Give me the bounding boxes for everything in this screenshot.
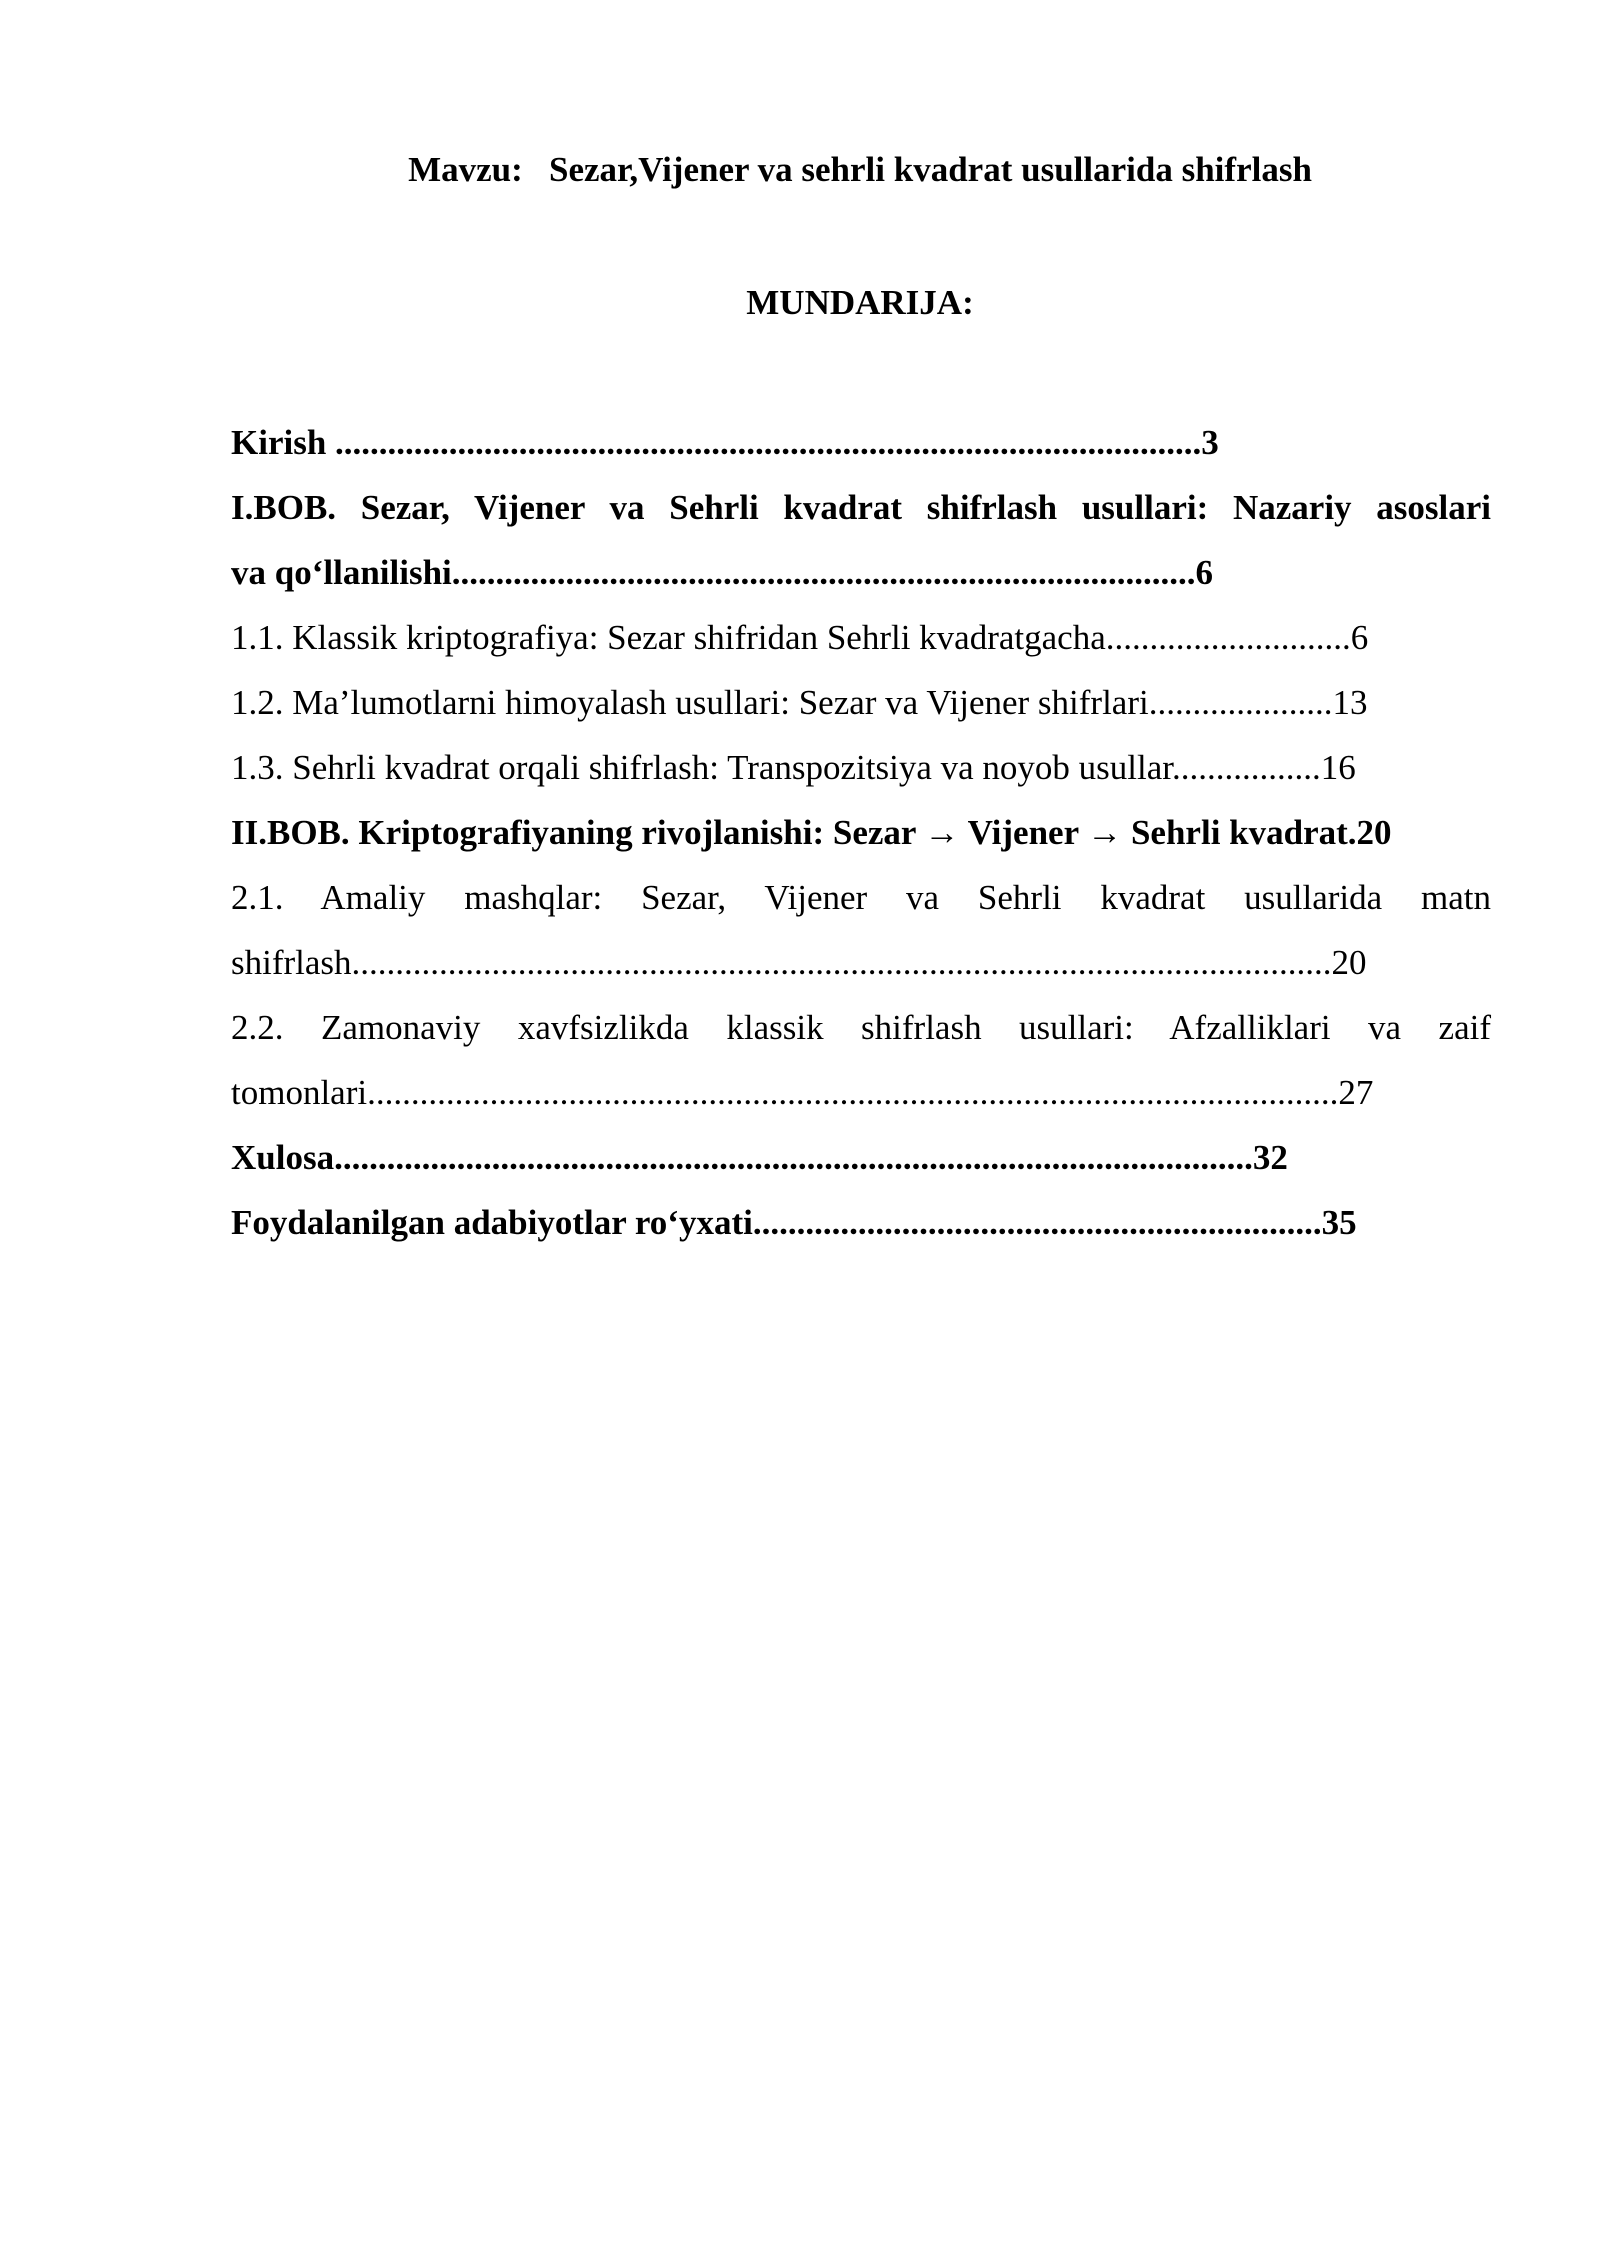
toc-entry-text: Kirish: [231, 423, 336, 462]
toc-entry-page: 27: [1338, 1073, 1374, 1112]
toc-entry-xulosa[interactable]: [231, 1125, 1491, 1190]
toc-entry-page: 16: [1320, 748, 1356, 787]
toc-entry-page: 6: [1350, 618, 1369, 657]
toc-entry-1-3[interactable]: [231, 735, 1491, 800]
toc-entry-leader: ...................................................................................................: [335, 423, 1202, 462]
toc-entry-text: II.BOB. Kriptografiyaning rivojlanishi: Sezar → Vijener → Sehrli kvadrat.: [231, 813, 1357, 852]
toc-entry-text: 2.1. Amaliy mashqlar: Sezar, Vijener va Sehrli kvadrat usullarida matn: [231, 878, 1491, 917]
toc-entry-leader: ...............................................................................................................: [367, 1073, 1339, 1112]
toc-entry-leader: .....................: [1148, 683, 1333, 722]
toc-entry-leader: .........................................................................................................: [334, 1138, 1253, 1177]
toc-entry-text: shifrlash: [231, 943, 352, 982]
toc-entry-2-2[interactable]: [231, 995, 1491, 1060]
toc-entry-page: 32: [1252, 1138, 1288, 1177]
toc-entry-2-1[interactable]: [231, 865, 1491, 930]
toc-entry-2-2-cont[interactable]: [231, 1060, 1491, 1125]
toc-entry-chapter-1[interactable]: [231, 475, 1491, 540]
table-of-contents: [231, 410, 1491, 1255]
toc-entry-page: 13: [1332, 683, 1368, 722]
toc-entry-text: 1.3. Sehrli kvadrat orqali shifrlash: Transpozitsiya va noyob usullar: [231, 748, 1173, 787]
toc-entry-2-1-cont[interactable]: [231, 930, 1491, 995]
toc-entry-leader: ................................................................................................................: [351, 943, 1332, 982]
toc-entry-text: 2.2. Zamonaviy xavfsizlikda klassik shifrlash usullari: Afzalliklari va zaif: [231, 1008, 1491, 1047]
toc-entry-1-1[interactable]: [231, 605, 1491, 670]
toc-entry-1-2[interactable]: [231, 670, 1491, 735]
toc-entry-text: va qo‘llanilishi: [231, 553, 452, 592]
toc-entry-references[interactable]: [231, 1190, 1491, 1255]
toc-entry-page: 6: [1195, 553, 1214, 592]
toc-entry-page: 20: [1331, 943, 1367, 982]
toc-entry-text: 1.2. Ma’lumotlarni himoyalash usullari: Sezar va Vijener shifrlari: [231, 683, 1149, 722]
toc-entry-text: tomonlari: [231, 1073, 368, 1112]
toc-entry-leader: .....................................................................................: [451, 553, 1196, 592]
contents-heading: MUNDARIJA:: [746, 283, 974, 322]
toc-entry-text: I.BOB. Sezar, Vijener va Sehrli kvadrat shifrlash usullari: Nazariy asoslari: [231, 488, 1491, 527]
toc-entry-text: 1.1. Klassik kriptografiya: Sezar shifridan Sehrli kvadratgacha: [231, 618, 1106, 657]
toc-entry-chapter-2[interactable]: [231, 800, 1491, 865]
toc-entry-page: 3: [1201, 423, 1219, 462]
toc-entry-kirish[interactable]: [231, 410, 1491, 475]
document-topic: Mavzu: Sezar,Vijener va sehrli kvadrat usullarida shifrlash: [408, 150, 1312, 189]
toc-entry-leader: ............................: [1105, 618, 1351, 657]
toc-entry-page: 20: [1356, 813, 1392, 852]
toc-entry-text: Xulosa: [231, 1138, 335, 1177]
toc-entry-leader: .................................................................: [752, 1203, 1322, 1242]
toc-entry-page: 35: [1321, 1203, 1357, 1242]
toc-entry-text: Foydalanilgan adabiyotlar ro‘yxati: [231, 1203, 753, 1242]
toc-entry-chapter-1-cont[interactable]: [231, 540, 1491, 605]
toc-entry-leader: .................: [1172, 748, 1321, 787]
